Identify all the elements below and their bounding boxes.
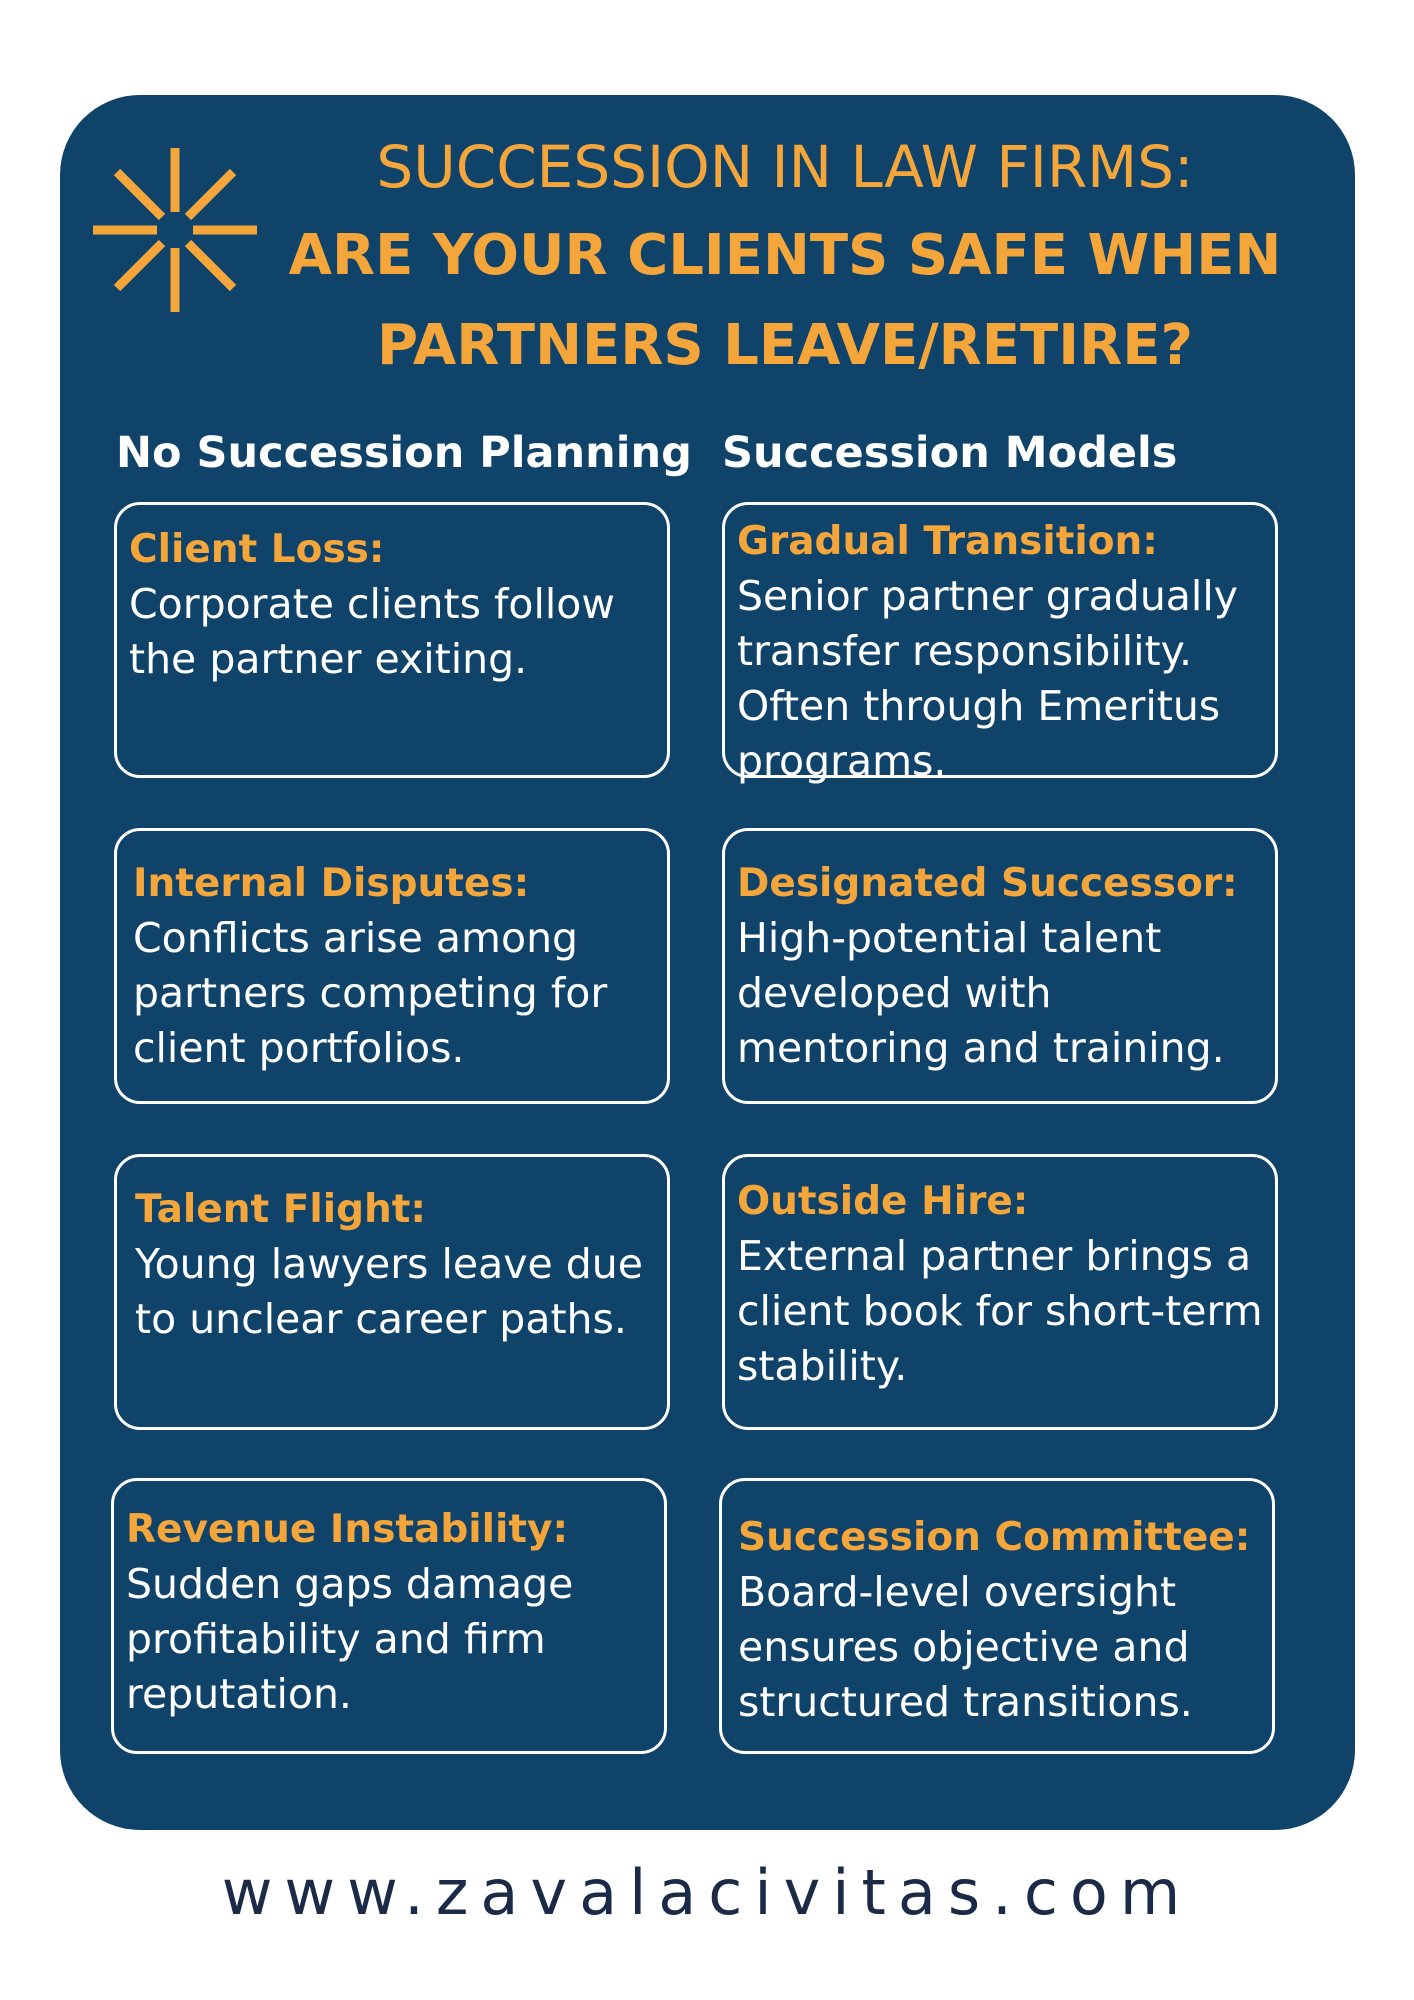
card-text: Conflicts arise among partners competing for client portfolios. bbox=[133, 914, 608, 1072]
card-heading: Client Loss: bbox=[129, 527, 385, 572]
title-line-2: ARE YOUR CLIENTS SAFE WHEN bbox=[288, 223, 1282, 288]
card-heading: Talent Flight: bbox=[135, 1187, 426, 1232]
card-talent-flight bbox=[114, 1154, 670, 1430]
card-text: External partner brings a client book for short-term stability. bbox=[737, 1232, 1263, 1390]
card-succession-committee bbox=[719, 1478, 1275, 1754]
right-column-heading: Succession Models bbox=[722, 428, 1178, 478]
card-client-loss bbox=[114, 502, 670, 778]
card-gradual-transition bbox=[722, 502, 1278, 785]
asterisk-burst-icon bbox=[85, 140, 265, 320]
card-text: Board-level oversight ensures objective and structured transitions. bbox=[738, 1568, 1193, 1726]
card-heading: Designated Successor: bbox=[737, 861, 1238, 906]
card-heading: Succession Committee: bbox=[738, 1515, 1251, 1560]
card-heading: Revenue Instability: bbox=[126, 1507, 569, 1552]
card-heading: Internal Disputes: bbox=[133, 861, 530, 906]
card-internal-disputes bbox=[114, 828, 670, 1104]
card-designated-successor bbox=[722, 828, 1278, 1104]
card-text: Young lawyers leave due to unclear career paths. bbox=[135, 1240, 643, 1343]
title-line-1: SUCCESSION IN LAW FIRMS: bbox=[376, 133, 1194, 201]
title-line-3: PARTNERS LEAVE/RETIRE? bbox=[377, 313, 1193, 378]
left-column-heading: No Succession Planning bbox=[116, 428, 692, 478]
website-url: www.zavalacivitas.com bbox=[221, 1856, 1193, 1929]
card-text: Senior partner gradually transfer responsibility. Often through Emeritus programs. bbox=[737, 572, 1238, 785]
card-text: Corporate clients follow the partner exiting. bbox=[129, 580, 615, 683]
card-heading: Gradual Transition: bbox=[737, 519, 1158, 564]
card-heading: Outside Hire: bbox=[737, 1179, 1029, 1224]
card-text: Sudden gaps damage profitability and firm reputation. bbox=[126, 1560, 574, 1718]
card-outside-hire bbox=[722, 1154, 1278, 1430]
card-revenue-instability bbox=[111, 1478, 667, 1754]
card-text: High-potential talent developed with mentoring and training. bbox=[737, 914, 1225, 1072]
